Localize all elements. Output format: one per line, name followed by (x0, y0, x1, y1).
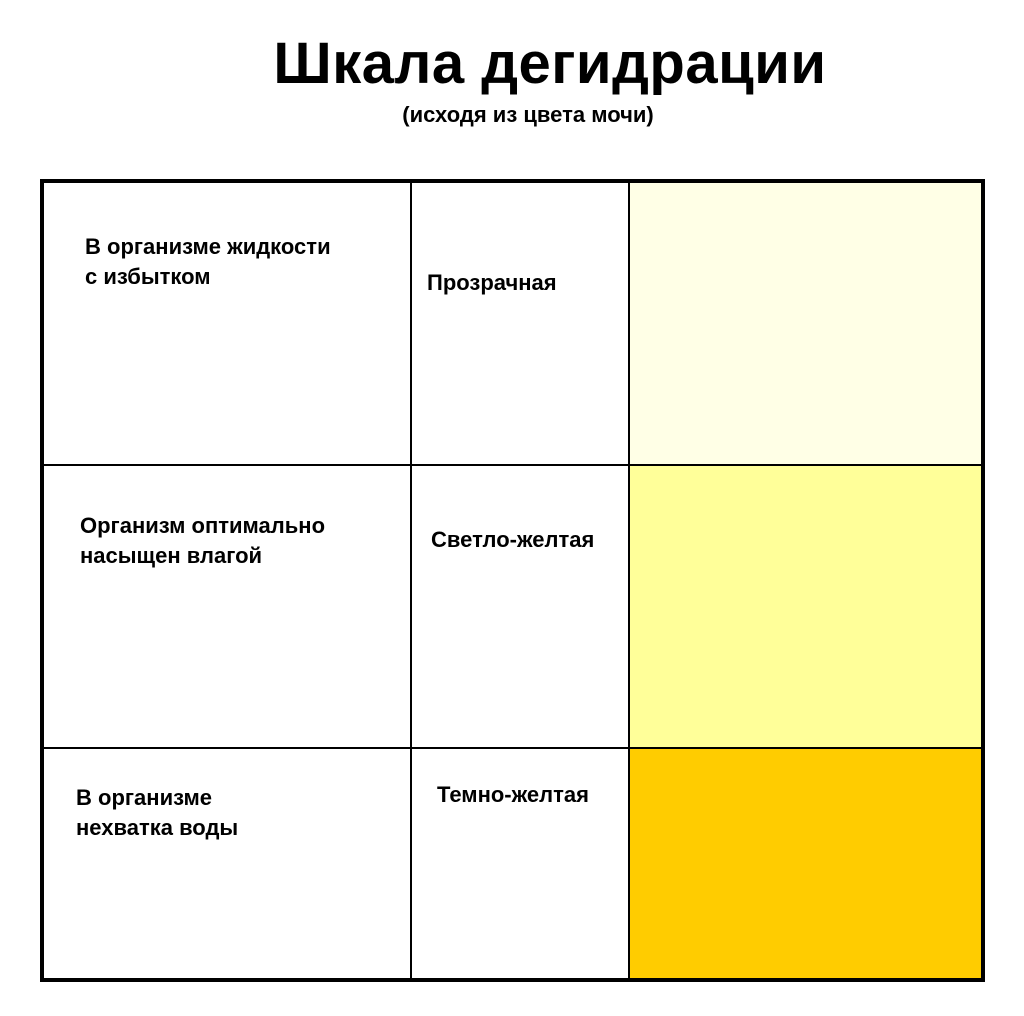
chart-title: Шкала дегидрации (273, 31, 827, 96)
color-label-row-1: Прозрачная (427, 270, 557, 295)
column-divider-1 (410, 183, 412, 978)
row-divider-2 (44, 747, 981, 749)
dehydration-table (40, 179, 985, 982)
swatch-row-3 (630, 749, 981, 978)
swatch-row-2 (630, 466, 981, 747)
color-label-row-2: Светло-желтая (431, 527, 595, 552)
swatch-row-1 (630, 183, 981, 464)
state-label-row-3: В организме нехватка воды (76, 785, 239, 840)
row-divider-1 (44, 464, 981, 466)
state-label-row-2: Организм оптимально насыщен влагой (80, 513, 326, 568)
chart-subtitle: (исходя из цвета мочи) (402, 102, 654, 127)
state-label-row-1: В организме жидкости с избытком (85, 234, 331, 289)
column-divider-2 (628, 183, 630, 978)
color-label-row-3: Темно-желтая (437, 782, 589, 807)
